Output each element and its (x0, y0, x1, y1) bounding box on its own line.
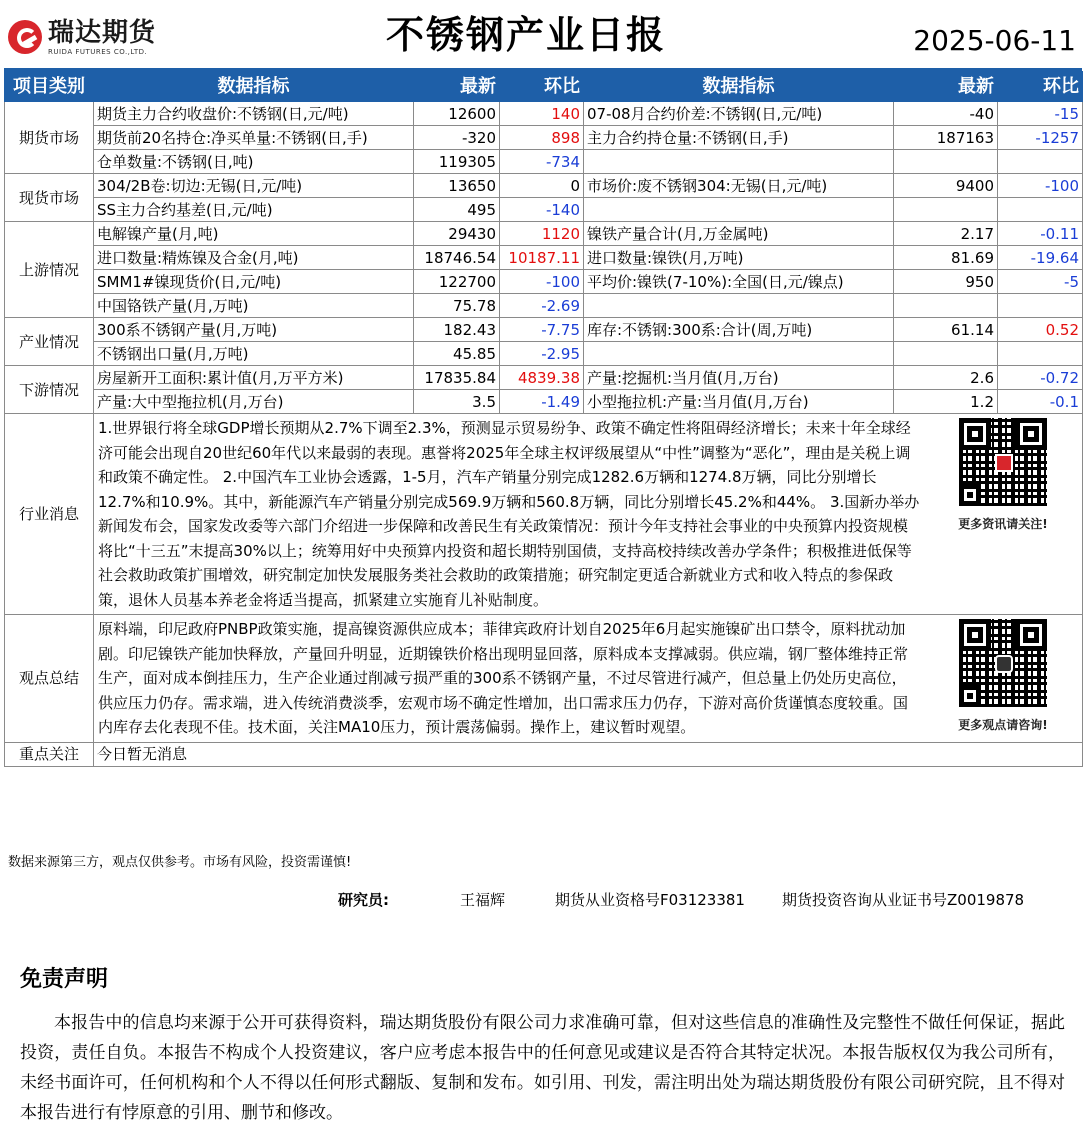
indicator-name: 小型拖拉机:产量:当月值(月,万台) (584, 390, 894, 414)
latest-value: 18746.54 (414, 246, 500, 270)
change-value (998, 342, 1083, 366)
change-value: -100 (998, 174, 1083, 198)
indicator-name: 平均价:镍铁(7-10%):全国(日,元/镍点) (584, 270, 894, 294)
latest-value: 29430 (414, 222, 500, 246)
category-cell: 上游情况 (5, 222, 94, 318)
analyst-label: 研究员: (338, 891, 389, 909)
change-value: 0.52 (998, 318, 1083, 342)
header-latest: 最新 (414, 72, 500, 102)
change-value (998, 150, 1083, 174)
latest-value (894, 150, 998, 174)
analyst-license-2: 期货投资咨询从业证书号Z0019878 (782, 891, 1025, 909)
table-row (5, 174, 1083, 198)
summary-text: 原料端，印尼政府PNBP政策实施，提高镍资源供应成本；菲律宾政府计划自2025年6月起实施镍矿出口禁令，原料扰动加剧。印尼镍铁产能加快释放，产量回升明显，近期镍铁价格出现明显回落，原料成本支撑减弱。供应端，钢厂整体维持正常生产，面对成本倒挂压力，生产企业通过削减亏损严重的300系不锈钢产量，不过尽管进行减产，但总量上仍处历史高位，供应压力仍存。需求端，进入传统消费淡季，宏观市场不确定性增加，出口需求压力仍存，下游对高价货谨慎态度较重。国内库存去化表现不佳。技术面，关注MA10压力，预计震荡偏弱。操作上，建议暂时观望。 (98, 620, 909, 736)
table-header-row (5, 72, 1083, 102)
change-value (998, 294, 1083, 318)
indicator-name: 进口数量:镍铁(月,万吨) (584, 246, 894, 270)
indicator-name: 304/2B卷:切边:无锡(日,元/吨) (94, 174, 414, 198)
ruida-logo-icon (8, 20, 42, 54)
change-value: -100 (500, 270, 584, 294)
change-value: -140 (500, 198, 584, 222)
focus-row (5, 742, 1083, 766)
change-value: -0.11 (998, 222, 1083, 246)
latest-value (894, 342, 998, 366)
logo-name-cn: 瑞达期货 (48, 18, 157, 48)
report-date: 2025-06-11 (913, 24, 1076, 57)
category-cell: 产业情况 (5, 318, 94, 366)
latest-value: 1.2 (894, 390, 998, 414)
latest-value: 81.69 (894, 246, 998, 270)
header-change: 环比 (500, 72, 584, 102)
latest-value: 187163 (894, 126, 998, 150)
table-row (5, 102, 1083, 126)
indicator-name: 仓单数量:不锈钢(日,吨) (94, 150, 414, 174)
header-latest-2: 最新 (894, 72, 998, 102)
change-value: -7.75 (500, 318, 584, 342)
news-category: 行业消息 (5, 414, 94, 615)
change-value: 4839.38 (500, 366, 584, 390)
disclaimer-title: 免责声明 (20, 967, 109, 992)
latest-value: 119305 (414, 150, 500, 174)
change-value: -0.1 (998, 390, 1083, 414)
indicator-name: 300系不锈钢产量(月,万吨) (94, 318, 414, 342)
table-row (5, 342, 1083, 366)
indicator-table (4, 71, 1083, 767)
change-value: -15 (998, 102, 1083, 126)
latest-value: 3.5 (414, 390, 500, 414)
latest-value: 950 (894, 270, 998, 294)
news-text: 1.世界银行将全球GDP增长预期从2.7%下调至2.3%，预测显示贸易纷争、政策不确定性将阻碍经济增长；未来十年全球经济可能会出现自20世纪60年代以来最弱的表现。惠誉将2025年全球主权评级展望从“中性”调整为“恶化”，理由是关税上调和政策不确定性。 2.中国汽车工业协会透露，1-5月，汽车产销量分别完成1282.6万辆和1274.8万辆，同比分别增长12.7%和10.9%。其中，新能源汽车产销量分别完成569.9万辆和560.8万辆，同比分别增长45.2%和44%。 3.国新办举办新闻发布会，国家发改委等六部门介绍进一步保障和改善民生有关政策情况：预计今年支持社会事业的中央预算内投资规模将比“十三五”末提高30%以上；统筹用好中央预算内投资和超长期特别国债，支持高校持续改善办学条件；积极推进低保等社会救助政策扩围增效，研究制定加快发展服务类社会救助的政策措施；研究制定更适合新就业方式和收入特点的参保政策，退休人员基本养老金将适当提高，抓紧建立实施育儿补贴制度。 (98, 419, 920, 609)
header-indicator: 数据指标 (94, 72, 414, 102)
focus-text: 今日暂无消息 (94, 742, 1083, 766)
indicator-name: 不锈钢出口量(月,万吨) (94, 342, 414, 366)
change-value: -1257 (998, 126, 1083, 150)
indicator-name: SS主力合约基差(日,元/吨) (94, 198, 414, 222)
indicator-name: 进口数量:精炼镍及合金(月,吨) (94, 246, 414, 270)
latest-value: 2.17 (894, 222, 998, 246)
change-value: 898 (500, 126, 584, 150)
latest-value: 17835.84 (414, 366, 500, 390)
indicator-name: 主力合约持仓量:不锈钢(日,手) (584, 126, 894, 150)
latest-value: 495 (414, 198, 500, 222)
data-sheet (4, 68, 1082, 767)
summary-category: 观点总结 (5, 615, 94, 743)
change-value: 140 (500, 102, 584, 126)
change-value: 10187.11 (500, 246, 584, 270)
report-header (0, 0, 1086, 68)
indicator-name (584, 150, 894, 174)
indicator-name: 产量:大中型拖拉机(月,万台) (94, 390, 414, 414)
category-cell: 期货市场 (5, 102, 94, 174)
indicator-name: 期货主力合约收盘价:不锈钢(日,元/吨) (94, 102, 414, 126)
indicator-name (584, 294, 894, 318)
news-row (5, 414, 1083, 615)
indicator-name: 中国铬铁产量(月,万吨) (94, 294, 414, 318)
latest-value: 45.85 (414, 342, 500, 366)
latest-value: 9400 (894, 174, 998, 198)
indicator-name: 电解镍产量(月,吨) (94, 222, 414, 246)
indicator-name: 镍铁产量合计(月,万金属吨) (584, 222, 894, 246)
table-row (5, 390, 1083, 414)
analyst-name: 王福辉 (460, 891, 506, 909)
indicator-name: SMM1#镍现货价(日,元/吨) (94, 270, 414, 294)
indicator-name: 库存:不锈钢:300系:合计(周,万吨) (584, 318, 894, 342)
latest-value: -40 (894, 102, 998, 126)
company-logo (8, 18, 156, 62)
table-row (5, 270, 1083, 294)
table-row (5, 294, 1083, 318)
latest-value: 2.6 (894, 366, 998, 390)
summary-qr-block (928, 617, 1078, 740)
indicator-name (584, 198, 894, 222)
change-value: -734 (500, 150, 584, 174)
change-value: -2.95 (500, 342, 584, 366)
latest-value: 13650 (414, 174, 500, 198)
table-row (5, 198, 1083, 222)
indicator-name (584, 342, 894, 366)
focus-category: 重点关注 (5, 742, 94, 766)
report-title: 不锈钢产业日报 (386, 13, 667, 57)
header-indicator-2: 数据指标 (584, 72, 894, 102)
table-row (5, 246, 1083, 270)
change-value (998, 198, 1083, 222)
table-row (5, 126, 1083, 150)
header-category: 项目类别 (5, 72, 94, 102)
summary-qr-caption: 更多观点请咨询! (958, 718, 1048, 732)
change-value: -19.64 (998, 246, 1083, 270)
news-qr-block (928, 416, 1078, 612)
latest-value: 61.14 (894, 318, 998, 342)
table-row (5, 318, 1083, 342)
latest-value: 75.78 (414, 294, 500, 318)
wechat-qr-code-icon (959, 619, 1047, 707)
change-value: -2.69 (500, 294, 584, 318)
category-cell: 下游情况 (5, 366, 94, 414)
indicator-name: 产量:挖掘机:当月值(月,万台) (584, 366, 894, 390)
indicator-name: 市场价:废不锈钢304:无锡(日,元/吨) (584, 174, 894, 198)
indicator-name: 房屋新开工面积:累计值(月,万平方米) (94, 366, 414, 390)
change-value: 0 (500, 174, 584, 198)
table-row (5, 222, 1083, 246)
change-value: -5 (998, 270, 1083, 294)
latest-value (894, 294, 998, 318)
change-value: 1120 (500, 222, 584, 246)
analyst-license-1: 期货从业资格号F03123381 (555, 891, 745, 909)
indicator-name: 期货前20名持仓:净买单量:不锈钢(日,手) (94, 126, 414, 150)
data-source-note: 数据来源第三方，观点仅供参考。市场有风险，投资需谨慎! (8, 855, 352, 870)
latest-value: 122700 (414, 270, 500, 294)
disclaimer-text: 本报告中的信息均来源于公开可获得资料，瑞达期货股份有限公司力求准确可靠，但对这些信息的准确性及完整性不做任何保证，据此投资，责任自负。本报告不构成个人投资建议，客户应考虑本报告中的任何意见或建议是否符合其特定状况。本报告版权仅为我公司所有，未经书面许可，任何机构和个人不得以任何形式翻版、复制和发布。如引用、刊发，需注明出处为瑞达期货股份有限公司研究院，且不得对本报告进行有悖原意的引用、删节和修改。 (20, 1013, 1065, 1123)
latest-value: 182.43 (414, 318, 500, 342)
table-row (5, 150, 1083, 174)
change-value: -0.72 (998, 366, 1083, 390)
qr-code-icon (959, 418, 1047, 506)
table-row (5, 366, 1083, 390)
category-cell: 现货市场 (5, 174, 94, 222)
summary-row (5, 615, 1083, 743)
change-value: -1.49 (500, 390, 584, 414)
logo-name-en: RUIDA FUTURES CO.,LTD. (48, 48, 148, 56)
latest-value (894, 198, 998, 222)
latest-value: -320 (414, 126, 500, 150)
news-qr-caption: 更多资讯请关注! (958, 517, 1048, 531)
header-change-2: 环比 (998, 72, 1083, 102)
indicator-name: 07-08月合约价差:不锈钢(日,元/吨) (584, 102, 894, 126)
latest-value: 12600 (414, 102, 500, 126)
